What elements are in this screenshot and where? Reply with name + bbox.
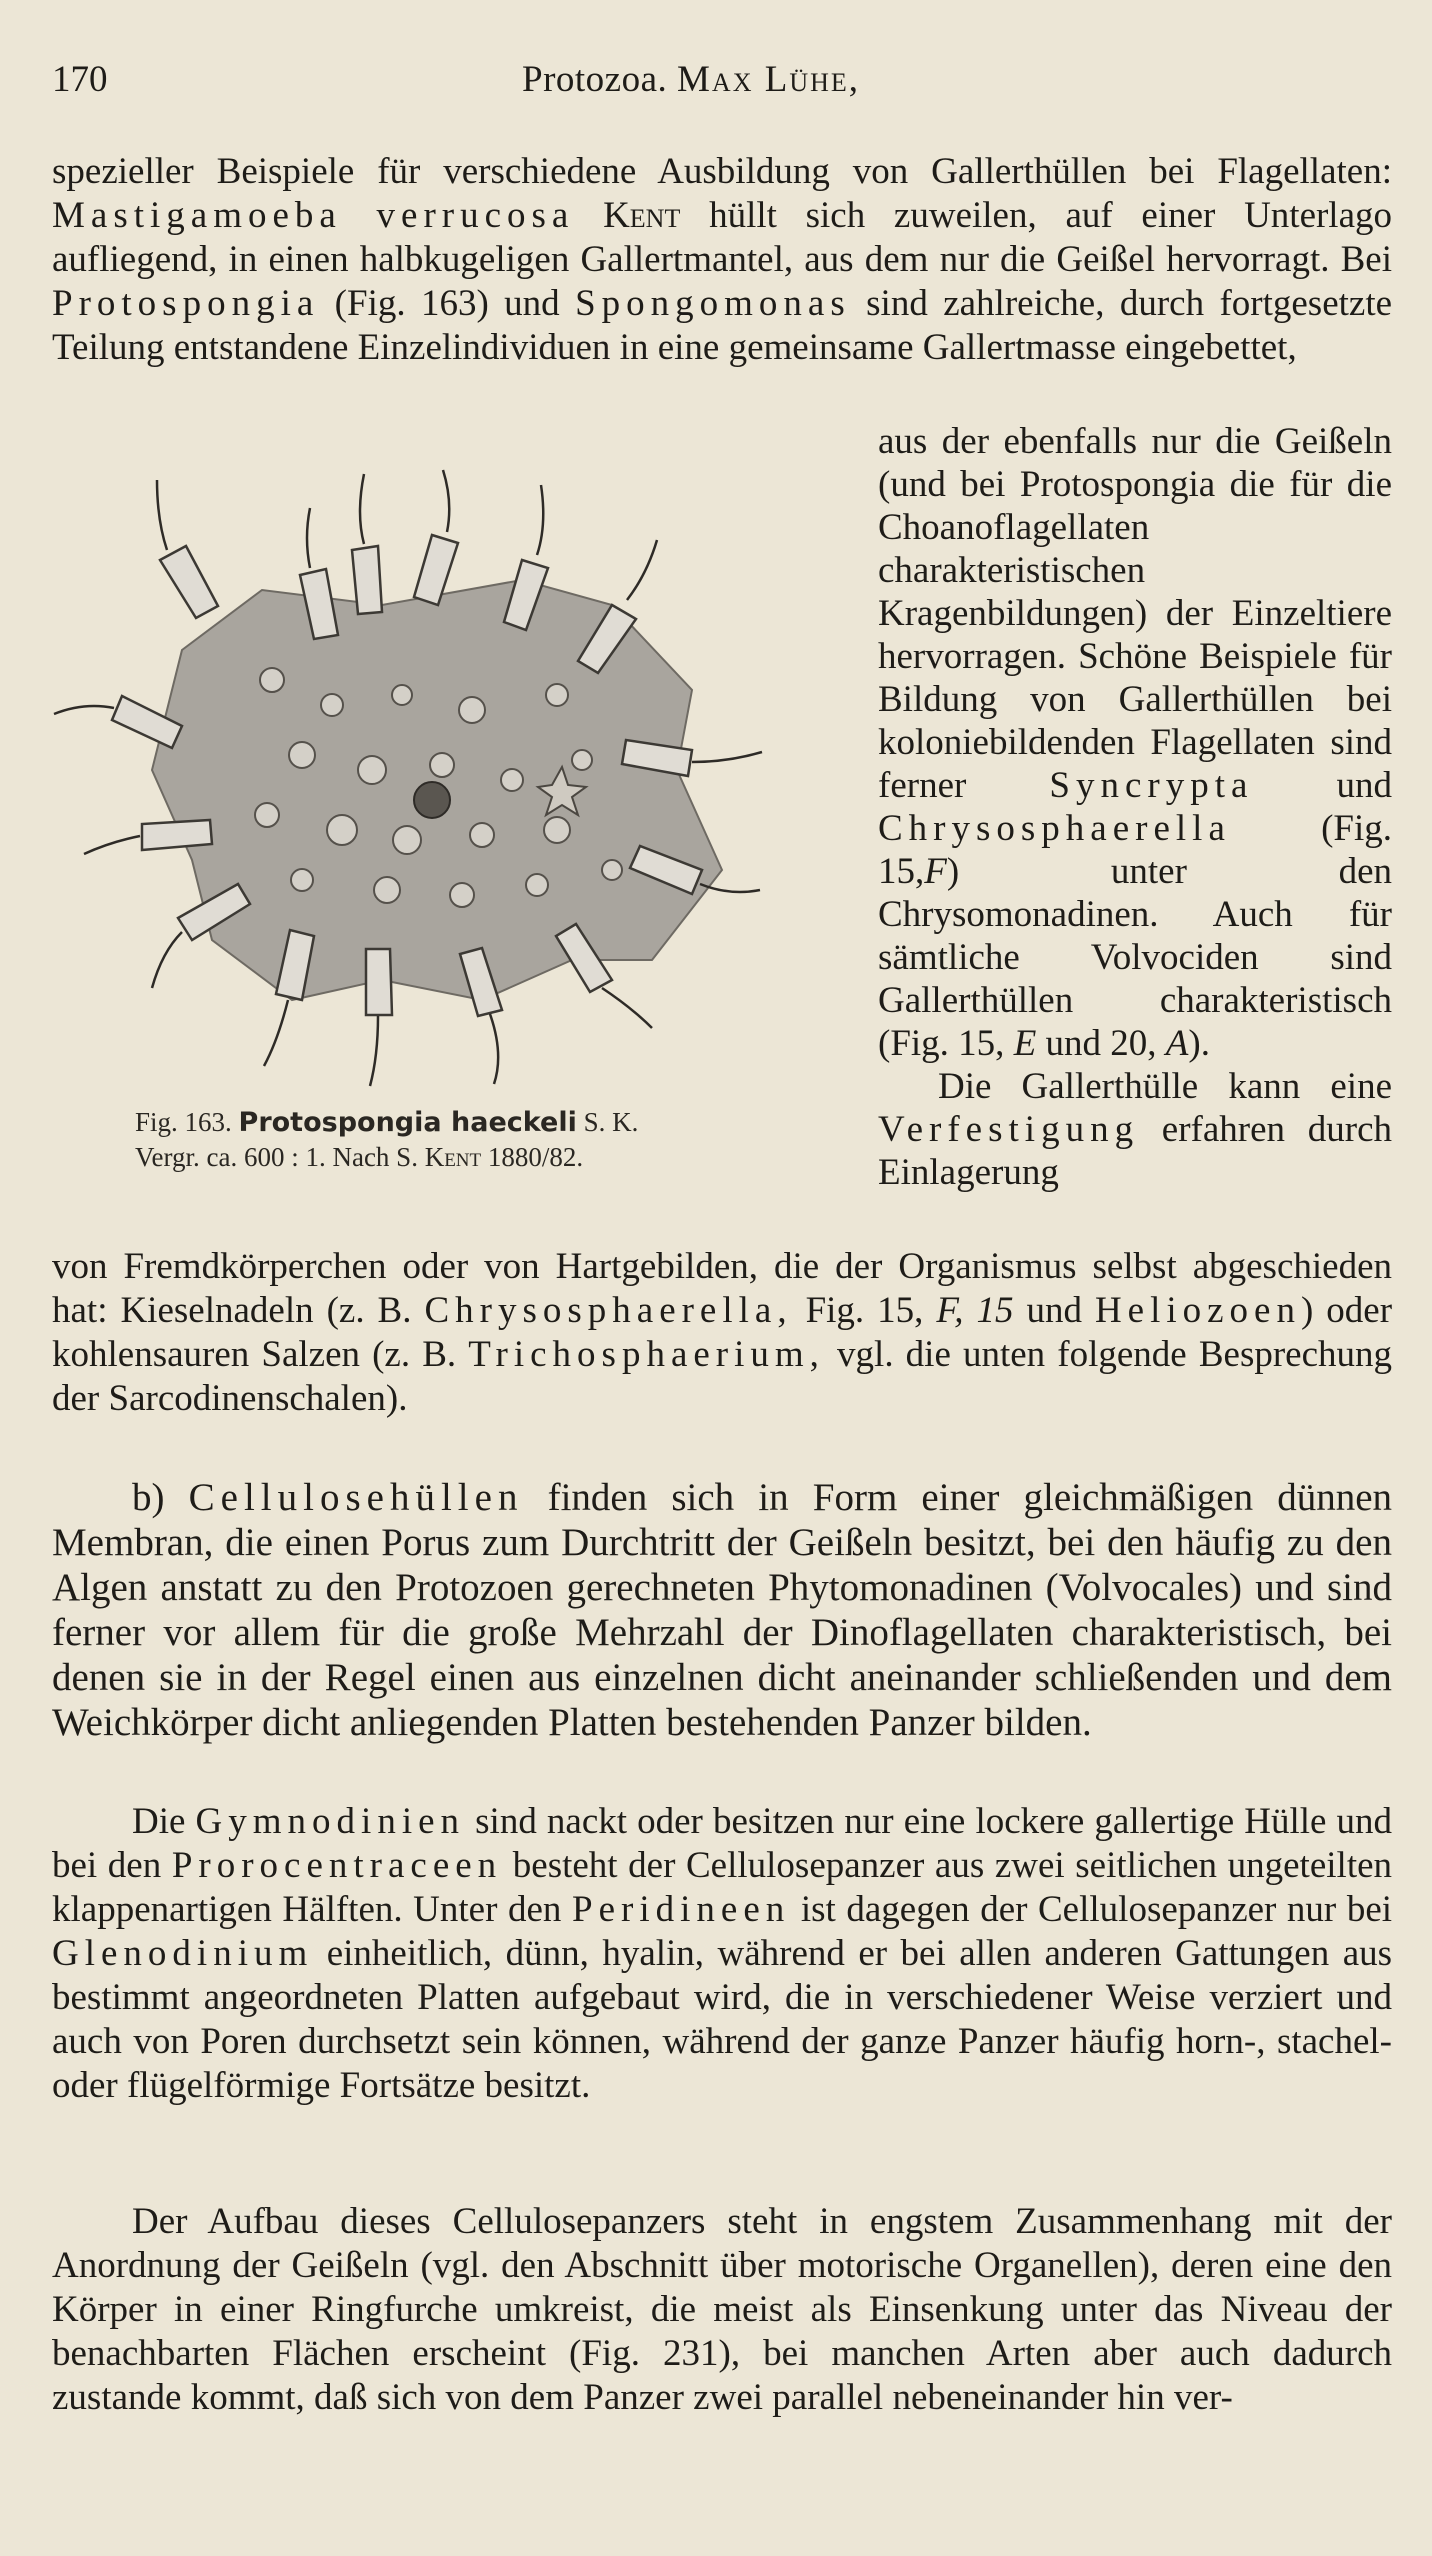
taxon-trichosphaerium: Trichosphaerium, xyxy=(468,1334,825,1375)
paragraph-fremdkoerperchen xyxy=(52,1245,1392,1421)
text-run: erfahren durch Einlagerung xyxy=(878,1109,1392,1193)
fig-author-kent: Kent xyxy=(424,1142,482,1172)
fig-ref-a: A xyxy=(1165,1023,1189,1064)
text-run: sind zahlreiche, durch fortgesetzte Teilung entstandene Einzelindividuen in eine gemeinsame Gallertmasse eingebettet, xyxy=(52,283,1393,368)
text-run: ist dagegen der Cellulosepanzer nur bei xyxy=(800,1889,1393,1930)
figure-163 xyxy=(52,440,832,1160)
text-run: aus der ebenfalls nur die Geißeln (und bei Protospongia die für die Choanoflagellaten charakteristischen Kragenbildungen) der Einzeltiere hervorragen. Schöne Beispiele für Bildung von Gallerthüllen bei koloniebildenden Flagellaten sind ferner xyxy=(878,421,1392,806)
text-run: Die xyxy=(132,1801,186,1842)
text-run: ) unter den Chrysomonadinen. Auch für sämtliche Volvociden sind Gallerthüllen charakteristisch (Fig. 15, xyxy=(878,851,1392,1064)
fig-ref-f15: F, 15 xyxy=(936,1290,1014,1331)
text-run: finden sich in Form einer gleichmäßigen dünnen Membran, die einen Porus zum Durchtritt der Geißeln besitzt, bei den häufig zu den Algen anstatt zu den Protozoen gerechneten Phytomonadinen (Volvocales) und sind ferner vor allem für die große Mehrzahl der Dinoflagellaten charakteristisch, bei denen sie in der Regel einen aus einzelnen dicht aneinander schließenden und dem Weichkörper dicht anliegenden Platten bestehenden Panzer bilden. xyxy=(52,1476,1393,1744)
text-run: und xyxy=(1336,765,1392,806)
running-head xyxy=(522,58,860,101)
text-run: von Fremdkörperchen oder von Hartgebilden, die der Organismus selbst abgeschieden hat: Kieselnadeln (z. B. xyxy=(52,1246,1392,1331)
caption-line-2 xyxy=(135,1140,638,1174)
figure-caption xyxy=(135,1105,638,1174)
text-run: ). xyxy=(1188,1023,1210,1064)
text-run: besteht der Cellulosepanzer aus zwei seitlichen ungeteilten klappenartigen Hälften. Unter den xyxy=(52,1845,1393,1930)
fig-ref-f: F xyxy=(924,851,947,892)
page-number: 170 xyxy=(52,59,108,100)
protospongia-colony-illustration xyxy=(52,440,832,1100)
fig-species-author: S. K. xyxy=(583,1107,639,1137)
fig-magnification: Vergr. ca. 600 : 1. Nach S. xyxy=(135,1142,418,1172)
text-run: (Fig. 163) und xyxy=(334,283,560,324)
taxon-peridineen: Peridineen xyxy=(572,1889,791,1930)
text-run: und xyxy=(1026,1290,1082,1331)
paragraph-aufbau xyxy=(52,2200,1392,2420)
running-head-title: Protozoa. xyxy=(522,59,668,100)
fig-label: Fig. 163. xyxy=(135,1107,232,1137)
term-cellulosehuellen: Cellulosehüllen xyxy=(188,1476,524,1519)
text-run: spezieller Beispiele für verschiedene Ausbildung von Gallerthüllen bei Flagellaten: xyxy=(52,151,1392,192)
taxon-syncrypta: Syncrypta xyxy=(1049,765,1254,806)
fig-year: 1880/82. xyxy=(487,1142,584,1172)
text-run: (Fig. 15, xyxy=(878,808,1392,892)
taxon-chrysosphaerella: Chrysosphaerella xyxy=(878,808,1231,849)
taxon-chrysosphaerella-2: Chrysosphaerella, xyxy=(424,1290,793,1331)
side-column-text xyxy=(878,420,1392,1194)
dark-nucleus xyxy=(414,782,450,818)
side-paragraph-2 xyxy=(878,1065,1392,1194)
text-run: Die Gallerthülle kann eine xyxy=(938,1066,1392,1107)
list-label-b: b) xyxy=(132,1476,165,1519)
taxon-glenodinium: Glenodinium xyxy=(52,1933,314,1974)
taxon-prorocentraceen: Prorocentraceen xyxy=(171,1845,503,1886)
paragraph-gymnodinien xyxy=(52,1800,1392,2108)
paragraph-flagellaten xyxy=(52,150,1392,370)
fig-species: Protospongia haeckeli xyxy=(238,1107,577,1138)
taxon-spongomonas: Spongomonas xyxy=(575,283,851,324)
caption-line-1 xyxy=(135,1105,638,1140)
paragraph-cellulosehuellen xyxy=(52,1475,1392,1745)
text-run: Der Aufbau dieses Cellulosepanzers steht in engstem Zusammenhang mit der Anordnung der Geißeln (vgl. den Abschnitt über motorische Organellen), deren eine den Körper in einer Ringfurche umkreist, die meist als Einsenkung unter das Niveau der benachbarten Flächen erscheint (Fig. 231), bei manchen Arten aber auch dadurch zustande kommt, daß sich von dem Panzer zwei parallel nebeneinander hin ver- xyxy=(52,2201,1392,2418)
term-verfestigung: Verfestigung xyxy=(878,1109,1140,1150)
author-kent: Kent xyxy=(603,195,681,236)
text-run: vgl. die unten folgende Besprechung der Sarcodinenschalen). xyxy=(52,1334,1393,1419)
taxon-mastigamoeba: Mastigamoeba verrucosa xyxy=(52,195,575,236)
taxon-heliozoen: Heliozoen xyxy=(1094,1290,1301,1331)
text-run: hüllt sich zuweilen, auf einer Unterlago aufliegend, in einen halbkugeligen Gallertmantel, aus dem nur die Geißel hervorragt. Bei xyxy=(52,195,1393,280)
text-run: und 20, xyxy=(1045,1023,1157,1064)
text-run: sind nackt oder besitzen nur eine lockere gallertige Hülle und bei den xyxy=(52,1801,1393,1886)
text-run: einheitlich, dünn, hyalin, während er bei allen anderen Gattungen aus bestimmt angeordneten Platten aufgebaut wird, die in verschiedener Weise verziert und auch von Poren durchsetzt sein können, während der ganze Panzer häufig horn-, stachel- oder flügelförmige Fortsätze besitzt. xyxy=(52,1933,1393,2106)
taxon-protospongia: Protospongia xyxy=(52,283,320,324)
side-paragraph-1 xyxy=(878,420,1392,1065)
running-head-author: Max Lühe, xyxy=(677,59,861,100)
text-run: Fig. 15, xyxy=(805,1290,924,1331)
fig-ref-e: E xyxy=(1013,1023,1037,1064)
taxon-gymnodinien: Gymnodinien xyxy=(195,1801,466,1842)
page-header xyxy=(52,58,1392,108)
text-run: ) oder kohlensauren Salzen (z. B. xyxy=(52,1290,1393,1375)
